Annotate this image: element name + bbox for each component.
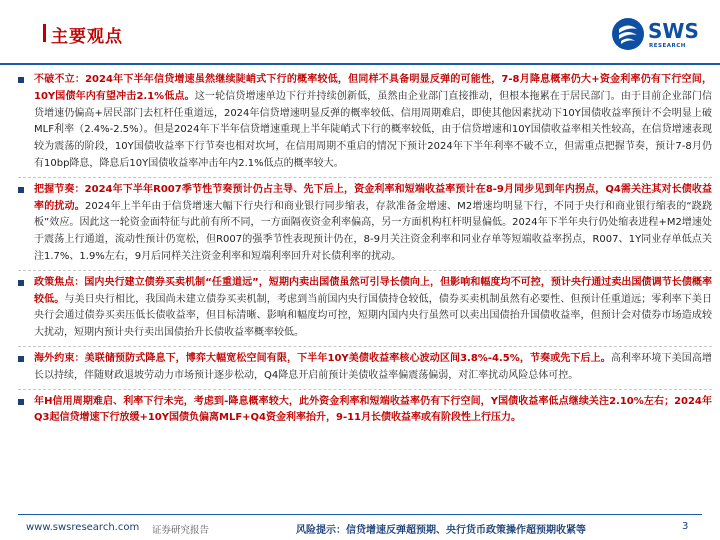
key-point-highlight: 年H信用周期难启、利率下行未完，考虑到-降息概率较大，此外资金利率和短端收益率仍有下行空间，Y国债收益率低点继续关注2.10%左右；2024年Q3起信贷增速下行放缓+10Y国债负偏离MLF+Q4资金利率抬升，9-11月长债收益率或有阶段性上行压力。: [34, 395, 712, 424]
bullet-icon: [18, 187, 24, 193]
key-point-highlight: 不破不立：2024年下半年信贷增速虽然继续陡峭式下行的概率较低，但同样不具备明显反弹的可能性，7-8月降息概率仍大+资金利率仍有下行空间，10Y国债年内有望冲击2.1%低点。: [34, 74, 712, 102]
bullet-icon: [18, 77, 24, 83]
sws-logo: [612, 18, 708, 54]
header-divider: [0, 63, 720, 65]
title-accent-bar: [43, 24, 46, 42]
key-point-item: [18, 182, 712, 271]
page-header: [0, 0, 720, 64]
page-number: 3: [682, 521, 689, 532]
footer-risk-warning: 风险提示：信贷增速反弹超预期、央行货币政策操作超预期收紧等: [296, 525, 586, 536]
key-point-body: 2024年上半年由于信贷增速大幅下行央行和商业银行同步缩表，存款准备金增速、M2增速均明显下行，不同于央行和商业银行缩表的“跷跷板”效应。因此这一轮资金面特征与此前有所不同，一方面隔夜资金利率偏高，另一方面机构杠杆明显偏低。2024年下半年央行仍处缩表进程+M2增速处于震荡上行通道，流动性预计仍宽松，但R007的强季节性表现预计仍在，8-9月关注资金利率和同业存单等短端收益率拐点，R007、1Y同业存单低点关注1.7%、1.9%左右，9月后同样关注资金利率和短端利率回升对长债利率的扰动。: [34, 200, 712, 262]
footer-report-label: 证券研究报告: [152, 525, 210, 536]
page-title: 主要观点: [51, 27, 123, 47]
key-point-item: [18, 351, 712, 390]
key-point-highlight: 政策焦点：国内央行建立债券买卖机制“任重道远”，短期内卖出国债虽然可引导长债向上，但影响和幅度均不可控，预计央行通过卖出国债调节长债概率较低。: [34, 276, 712, 305]
page-footer: [0, 514, 720, 540]
key-point-item: [18, 275, 712, 347]
logo-text: SWS: [648, 19, 699, 43]
key-point-body: 这一轮信贷增速单边下行并持续创新低，虽然由企业部门直接推动，但根本拖累在于居民部门。由于目前企业部门信贷增速仍偏高+居民部门去杠杆任重道远，2024年信贷增速明显反弹的概率较低、信用周期难启，即使其他因素扰动下10Y国债收益率预计不会明显上破MLF利率（2.4%-2.5%）。但是2024年下半年信贷增速重现上半年陡峭式下行的概率较低，由于信贷增速和10Y国债收益率相关性较高，在信贷增速表现较为震荡的阶段，10Y国债收益率下行节奏也相对坎坷，在信用周期不重启的情况下预计2024年下半年利率不破不立，但需重点把握节奏，预计7-8月仍有10bp降息，降息后10Y国债收益率冲击年内2.1%低点的概率较大。: [34, 90, 712, 169]
bullet-icon: [18, 280, 24, 286]
bullet-icon: [18, 356, 24, 362]
key-point-item: [18, 394, 712, 432]
footer-divider: [18, 514, 702, 515]
logo-subtext: RESEARCH: [649, 43, 686, 49]
footer-website-link[interactable]: www.swsresearch.com: [26, 522, 140, 533]
key-point-item: [18, 72, 712, 178]
key-point-highlight: 海外约束：美联储预防式降息下，博弈大幅宽松空间有限，下半年10Y美债收益率核心波动区间3.8%-4.5%，节奏或先下后上。: [34, 352, 611, 364]
bullet-icon: [18, 399, 24, 405]
key-point-highlight: 把握节奏：2024年下半年R007季节性节奏预计仍占主导、先下后上，资金利率和短端收益率预计在8-9月同步见到年内拐点，Q4需关注其对长债收益率的扰动。: [34, 183, 712, 212]
key-point-body: 高利率环境下美国高增长以持续，伴随财政退坡劳动力市场预计逐步松动，Q4降息开启前预计美债收益率偏震荡偏弱，对汇率扰动风险总体可控。: [34, 352, 713, 381]
key-point-body: 与美日央行相比，我国尚未建立债券买卖机制，考虑到当前国内央行国债持仓较低，债券买卖机制虽然有必要性、但预计任重道远；零利率下美日央行会通过债券买卖压低长债收益率，但目标清晰、影响和幅度均可控，短期内国内央行虽然可以卖出国债抬升国债收益率，但预计会对债券市场造成较大扰动，短期内预计央行卖出国债抬升长债收益率概率较低。: [34, 293, 713, 339]
logo-mark-icon: [612, 18, 644, 50]
key-points-list: [18, 72, 712, 435]
